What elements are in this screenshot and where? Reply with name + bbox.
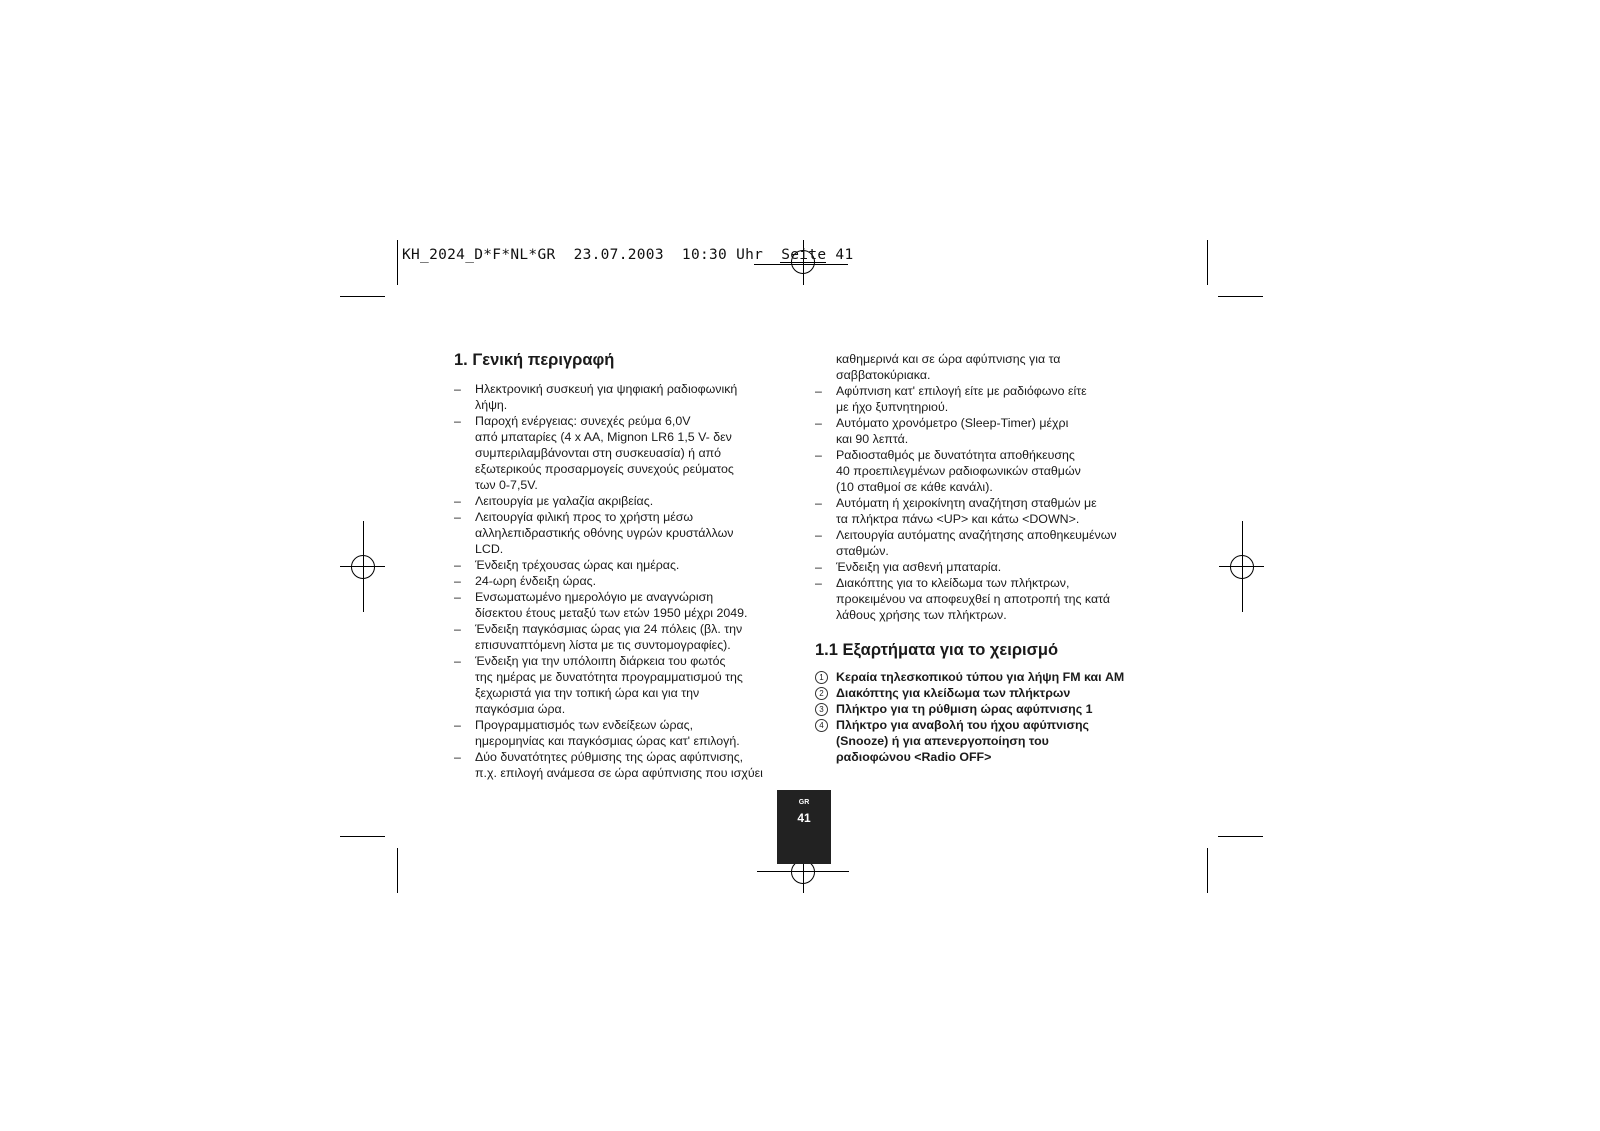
text-line: προκειμένου να αποφευχθεί η αποτροπή της κατά	[836, 592, 1111, 606]
list-item	[454, 589, 794, 621]
text-line: – Αυτόματο χρονόμετρο (Sleep-Timer) μέχρι	[836, 416, 1069, 430]
text-line: – Προγραμματισμός των ενδείξεων ώρας,	[475, 718, 694, 732]
text-line: σταθμών.	[836, 544, 889, 558]
list-item	[454, 509, 794, 557]
text-line: της ημέρας με δυνατότητα προγραμματισμού της	[475, 670, 743, 684]
slug-underline	[754, 264, 848, 265]
text-line: – Ραδιοσταθμός με δυνατότητα αποθήκευσης	[836, 448, 1075, 462]
text-line: (Snooze) ή για απενεργοποίηση του	[836, 734, 1049, 748]
part-item	[815, 701, 1175, 717]
text-line: Κεραία τηλεσκοπικού τύπου για λήψη FM και AM	[836, 670, 1125, 684]
text-line: Διακόπτης για κλείδωμα των πλήκτρων	[836, 686, 1071, 700]
text-line: – Ένδειξη τρέχουσας ώρας και ημέρας.	[475, 558, 680, 572]
feature-list-right	[815, 383, 1165, 623]
part-number-badge: 3	[815, 703, 828, 716]
text-line: λάθους χρήσης των πλήκτρων.	[836, 608, 1007, 622]
text-line: των 0-7,5V.	[475, 478, 538, 492]
text-line: λήψη.	[475, 398, 508, 412]
text-line: εξωτερικούς προσαρμογείς συνεχούς ρεύματος	[475, 462, 734, 476]
text-line: συμπεριλαμβάνονται στη συσκευασία) ή από	[475, 446, 722, 460]
list-item	[815, 527, 1165, 559]
list-item	[454, 413, 794, 493]
text-line: – Δύο δυνατότητες ρύθμισης της ώρας αφύπνισης,	[475, 750, 744, 764]
text-line: παγκόσμια ώρα.	[475, 702, 566, 716]
part-item	[815, 685, 1175, 701]
text-line: – Ενσωματωμένο ημερολόγιο με αναγνώριση	[475, 590, 714, 604]
text-line: – 24-ωρη ένδειξη ώρας.	[475, 574, 597, 588]
text-line: LCD.	[475, 542, 504, 556]
text-line: – Ένδειξη για ασθενή μπαταρία.	[836, 560, 1002, 574]
list-item	[815, 575, 1165, 623]
section-heading-general-description: 1. Γενική περιγραφή	[454, 351, 615, 369]
text-line: σαββατοκύριακα.	[836, 368, 931, 382]
text-line: – Αυτόματη ή χειροκίνητη αναζήτηση σταθμών με	[836, 496, 1097, 510]
list-item	[454, 493, 794, 509]
text-line: και 90 λεπτά.	[836, 432, 909, 446]
text-line: Πλήκτρο για τη ρύθμιση ώρας αφύπνισης 1	[836, 702, 1093, 716]
page-tab	[777, 790, 831, 864]
crop-mark-bottom-left-v	[397, 848, 398, 893]
text-line: – Λειτουργία με γαλαζία ακριβείας.	[475, 494, 654, 508]
text-line: από μπαταρίες (4 x AA, Mignon LR6 1,5 V- δεν	[475, 430, 732, 444]
page-number: 41	[797, 811, 811, 825]
part-number-badge: 1	[815, 671, 828, 684]
list-item	[815, 559, 1165, 575]
text-line: Πλήκτρο για αναβολή του ήχου αφύπνισης	[836, 718, 1089, 732]
text-line: ημερομηνίας και παγκόσμιας ώρας κατ' επιλογή.	[475, 734, 740, 748]
list-item	[815, 495, 1165, 527]
part-item	[815, 717, 1175, 765]
section-heading-controls: 1.1 Εξαρτήματα για το χειρισμό	[815, 641, 1059, 659]
text-line: – Ηλεκτρονική συσκευή για ψηφιακή ραδιοφωνική	[475, 382, 738, 396]
controls-parts-list	[815, 669, 1175, 765]
list-item	[815, 447, 1165, 495]
list-item	[454, 749, 794, 781]
crop-mark-top-right-v	[1207, 240, 1208, 285]
text-line: – Λειτουργία φιλική προς το χρήστη μέσω	[475, 510, 694, 524]
text-line: – Λειτουργία αυτόματης αναζήτησης αποθηκευμένων	[836, 528, 1117, 542]
text-line: π.χ. επιλογή ανάμεσα σε ώρα αφύπνισης που ισχύει	[475, 766, 763, 780]
part-item	[815, 669, 1175, 685]
text-line: – Ένδειξη για την υπόλοιπη διάρκεια του φωτός	[475, 654, 726, 668]
text-line: ξεχωριστά για την τοπική ώρα και για την	[475, 686, 700, 700]
feature-list-continuation	[815, 351, 1176, 383]
crop-mark-top-left-h	[340, 296, 385, 297]
list-item	[454, 653, 794, 717]
text-line: επισυναπτόμενη λίστα με τις συντομογραφίες).	[475, 638, 731, 652]
crop-mark-bottom-right-v	[1207, 848, 1208, 893]
crop-mark-top-left-v	[397, 240, 398, 285]
text-line: – Ένδειξη παγκόσμιας ώρας για 24 πόλεις (βλ. την	[475, 622, 743, 636]
text-line: – Διακόπτης για το κλείδωμα των πλήκτρων,	[836, 576, 1070, 590]
list-item	[815, 415, 1165, 447]
list-item	[454, 381, 794, 413]
text-line: – Παροχή ενέργειας: συνεχές ρεύμα 6,0V	[475, 414, 691, 428]
text-line: τα πλήκτρα πάνω <UP> και κάτω <DOWN>.	[836, 512, 1080, 526]
list-item	[454, 557, 794, 573]
list-item	[815, 383, 1165, 415]
crop-mark-bottom-right-h	[1218, 836, 1263, 837]
text-line: αλληλεπιδραστικής οθόνης υγρών κρυστάλλων	[475, 526, 734, 540]
list-item	[454, 621, 794, 653]
text-line: – Αφύπνιση κατ' επιλογή είτε με ραδιόφωνο είτε	[836, 384, 1087, 398]
language-code: GR	[798, 799, 810, 806]
part-number-badge: 2	[815, 687, 828, 700]
text-line: ραδιοφώνου <Radio OFF>	[836, 750, 992, 764]
feature-list-left	[454, 381, 794, 781]
text-line: δίσεκτου έτους μεταξύ των ετών 1950 μέχρι 2049.	[475, 606, 748, 620]
text-line: 40 προεπιλεγμένων ραδιοφωνικών σταθμών	[836, 464, 1081, 478]
list-item	[454, 717, 794, 749]
crop-mark-bottom-left-h	[340, 836, 385, 837]
crop-mark-top-right-h	[1218, 296, 1263, 297]
print-slug: KH_2024_D*F*NL*GR 23.07.2003 10:30 Uhr Seite 41	[402, 247, 854, 263]
part-number-badge: 4	[815, 719, 828, 732]
text-line: (10 σταθμοί σε κάθε κανάλι).	[836, 480, 993, 494]
text-line: με ήχο ξυπνητηριού.	[836, 400, 949, 414]
list-item	[454, 573, 794, 589]
text-line: καθημερινά και σε ώρα αφύπνισης για τα	[836, 352, 1061, 366]
